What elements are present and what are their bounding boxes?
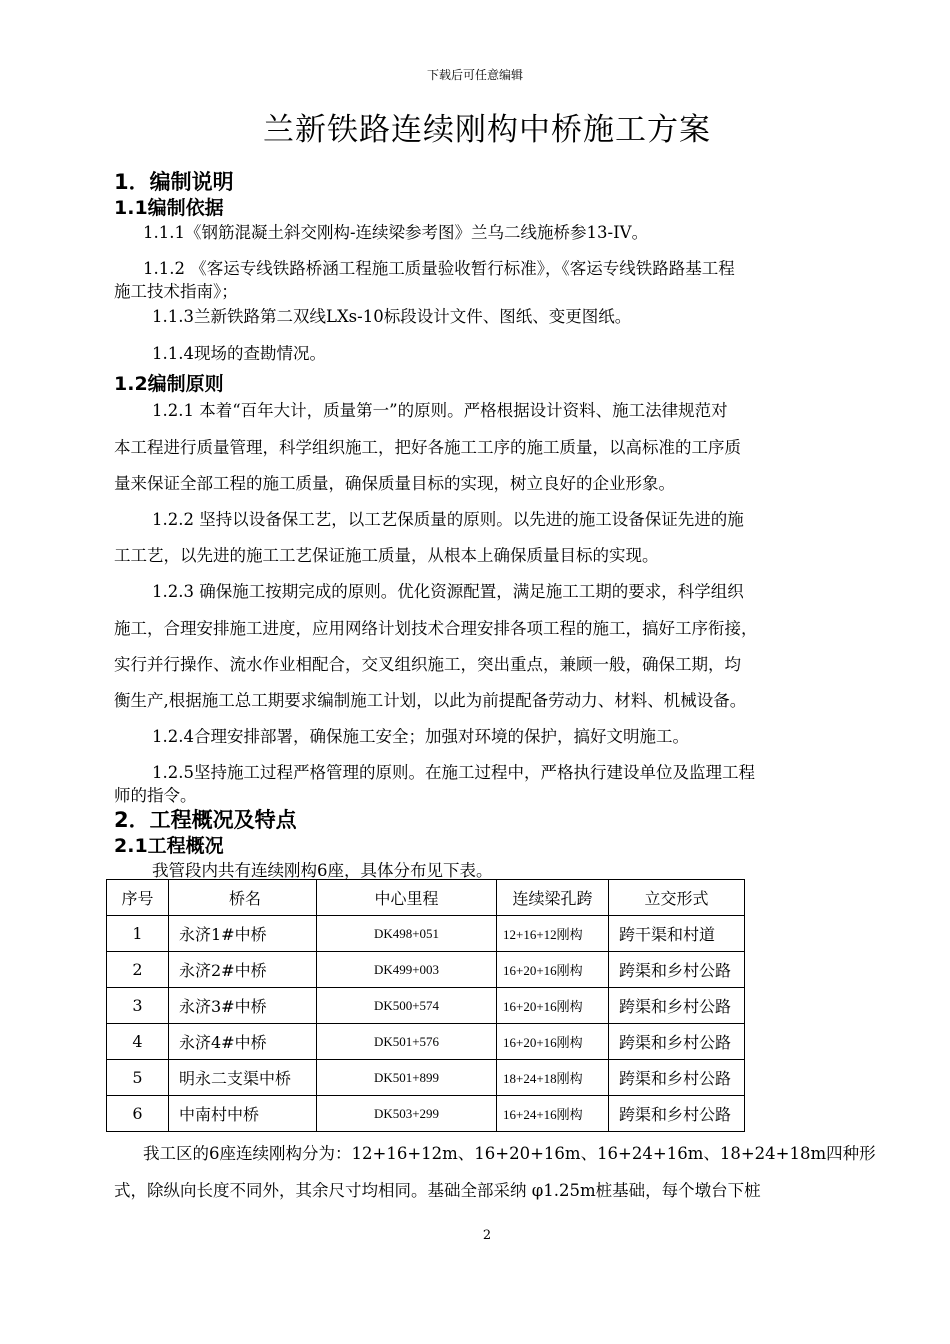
paragraph-1-2-3-line2: 施工，合理安排施工进度，应用网络计划技术合理安排各项工程的施工，搞好工序衔接， xyxy=(114,619,758,638)
table-header-cell: 立交形式 xyxy=(609,880,745,916)
table-cell: 跨渠和乡村公路 xyxy=(609,1024,745,1060)
paragraph-1-2-5-line1: 1.2.5坚持施工过程严格管理的原则。在施工过程中，严格执行建设单位及监理工程 xyxy=(152,763,755,782)
paragraph-2-1: 我管段内共有连续刚构6座，具体分布见下表。 xyxy=(152,861,493,880)
table-header-cell: 中心里程 xyxy=(317,880,497,916)
table-cell: 16+20+16刚构 xyxy=(497,952,609,988)
table-cell: DK503+299 xyxy=(317,1096,497,1132)
paragraph-1-2-2-line1: 1.2.2 坚持以设备保工艺，以工艺保质量的原则。以先进的施工设备保证先进的施 xyxy=(152,510,744,529)
table-cell: 16+20+16刚构 xyxy=(497,988,609,1024)
paragraph-1-2-3-line1: 1.2.3 确保施工按期完成的原则。优化资源配置，满足施工工期的要求，科学组织 xyxy=(152,582,744,601)
section-heading-1-2: 1.2编制原则 xyxy=(114,373,224,395)
table-header-cell: 序号 xyxy=(107,880,169,916)
table-cell: DK500+574 xyxy=(317,988,497,1024)
page-number: 2 xyxy=(482,1228,492,1243)
section-heading-2: 2．工程概况及特点 xyxy=(114,808,297,832)
table-cell: 跨渠和乡村公路 xyxy=(609,1096,745,1132)
paragraph-1-1-3: 1.1.3兰新铁路第二双线LXs-10标段设计文件、图纸、变更图纸。 xyxy=(152,307,632,326)
table-cell: 明永二支渠中桥 xyxy=(169,1060,317,1096)
section-heading-1-1: 1.1编制依据 xyxy=(114,197,224,219)
table-cell: 1 xyxy=(107,916,169,952)
paragraph-1-2-4: 1.2.4合理安排部署，确保施工安全；加强对环境的保护，搞好文明施工。 xyxy=(152,727,689,746)
table-header-row xyxy=(107,880,745,916)
table-cell: 4 xyxy=(107,1024,169,1060)
paragraph-1-2-5-line2: 师的指令。 xyxy=(114,786,197,805)
table-row xyxy=(107,952,745,988)
paragraph-1-2-1-line3: 量来保证全部工程的施工质量，确保质量目标的实现，树立良好的企业形象。 xyxy=(114,474,675,493)
table-cell: DK498+051 xyxy=(317,916,497,952)
table-cell: 中南村中桥 xyxy=(169,1096,317,1132)
table-cell: 永济2#中桥 xyxy=(169,952,317,988)
table-cell: DK501+899 xyxy=(317,1060,497,1096)
table-cell: DK499+003 xyxy=(317,952,497,988)
table-cell: 5 xyxy=(107,1060,169,1096)
paragraph-1-2-3-line4: 衡生产,根据施工总工期要求编制施工计划，以此为前提配备劳动力、材料、机械设备。 xyxy=(114,691,747,710)
section-heading-2-1: 2.1工程概况 xyxy=(114,835,224,857)
paragraph-summary-line2: 式，除纵向长度不同外，其余尺寸均相同。基础全部采纳 φ1.25m桩基础，每个墩台下桩 xyxy=(114,1181,761,1200)
paragraph-1-1-2-line2: 施工技术指南》； xyxy=(114,282,238,301)
paragraph-1-2-3-line3: 实行并行操作、流水作业相配合，交叉组织施工，突出重点，兼顾一般，确保工期，均 xyxy=(114,655,741,674)
table-cell: 永济1#中桥 xyxy=(169,916,317,952)
table-cell: 永济4#中桥 xyxy=(169,1024,317,1060)
paragraph-1-1-1: 1.1.1《钢筋混凝土斜交刚构-连续梁参考图》兰乌二线施桥参13-IV。 xyxy=(143,223,649,242)
table-cell: 3 xyxy=(107,988,169,1024)
paragraph-1-2-1-line1: 1.2.1 本着“百年大计，质量第一”的原则。严格根据设计资料、施工法律规范对 xyxy=(152,401,728,420)
bridge-table xyxy=(106,879,745,1132)
paragraph-1-2-2-line2: 工工艺，以先进的施工工艺保证施工质量，从根本上确保质量目标的实现。 xyxy=(114,546,659,565)
table-row xyxy=(107,1060,745,1096)
table-row xyxy=(107,916,745,952)
table-cell: 12+16+12刚构 xyxy=(497,916,609,952)
table-cell: 18+24+18刚构 xyxy=(497,1060,609,1096)
table-row xyxy=(107,988,745,1024)
paragraph-summary-line1: 我工区的6座连续刚构分为：12+16+12m、16+20+16m、16+24+16m、18+24+18m四种形 xyxy=(143,1144,876,1163)
paragraph-1-2-1-line2: 本工程进行质量管理，科学组织施工，把好各施工工序的施工质量，以高标准的工序质 xyxy=(114,438,741,457)
table-header-cell: 连续梁孔跨 xyxy=(497,880,609,916)
table-cell: 16+24+16刚构 xyxy=(497,1096,609,1132)
table-cell: DK501+576 xyxy=(317,1024,497,1060)
table-cell: 永济3#中桥 xyxy=(169,988,317,1024)
table-cell: 跨渠和乡村公路 xyxy=(609,988,745,1024)
table-cell: 16+20+16刚构 xyxy=(497,1024,609,1060)
table-cell: 跨渠和乡村公路 xyxy=(609,952,745,988)
paragraph-1-1-4: 1.1.4现场的查勘情况。 xyxy=(152,344,326,363)
table-cell: 6 xyxy=(107,1096,169,1132)
paragraph-1-1-2-line1: 1.1.2 《客运专线铁路桥涵工程施工质量验收暂行标准》，《客运专线铁路路基工程 xyxy=(143,259,735,278)
table-cell: 2 xyxy=(107,952,169,988)
table-cell: 跨干渠和村道 xyxy=(609,916,745,952)
document-title: 兰新铁路连续刚构中桥施工方案 xyxy=(263,112,711,148)
table-row xyxy=(107,1024,745,1060)
section-heading-1: 1．编制说明 xyxy=(114,170,234,194)
table-cell: 跨渠和乡村公路 xyxy=(609,1060,745,1096)
table-header-cell: 桥名 xyxy=(169,880,317,916)
page-header: 下载后可任意编辑 xyxy=(426,68,523,82)
table-row xyxy=(107,1096,745,1132)
